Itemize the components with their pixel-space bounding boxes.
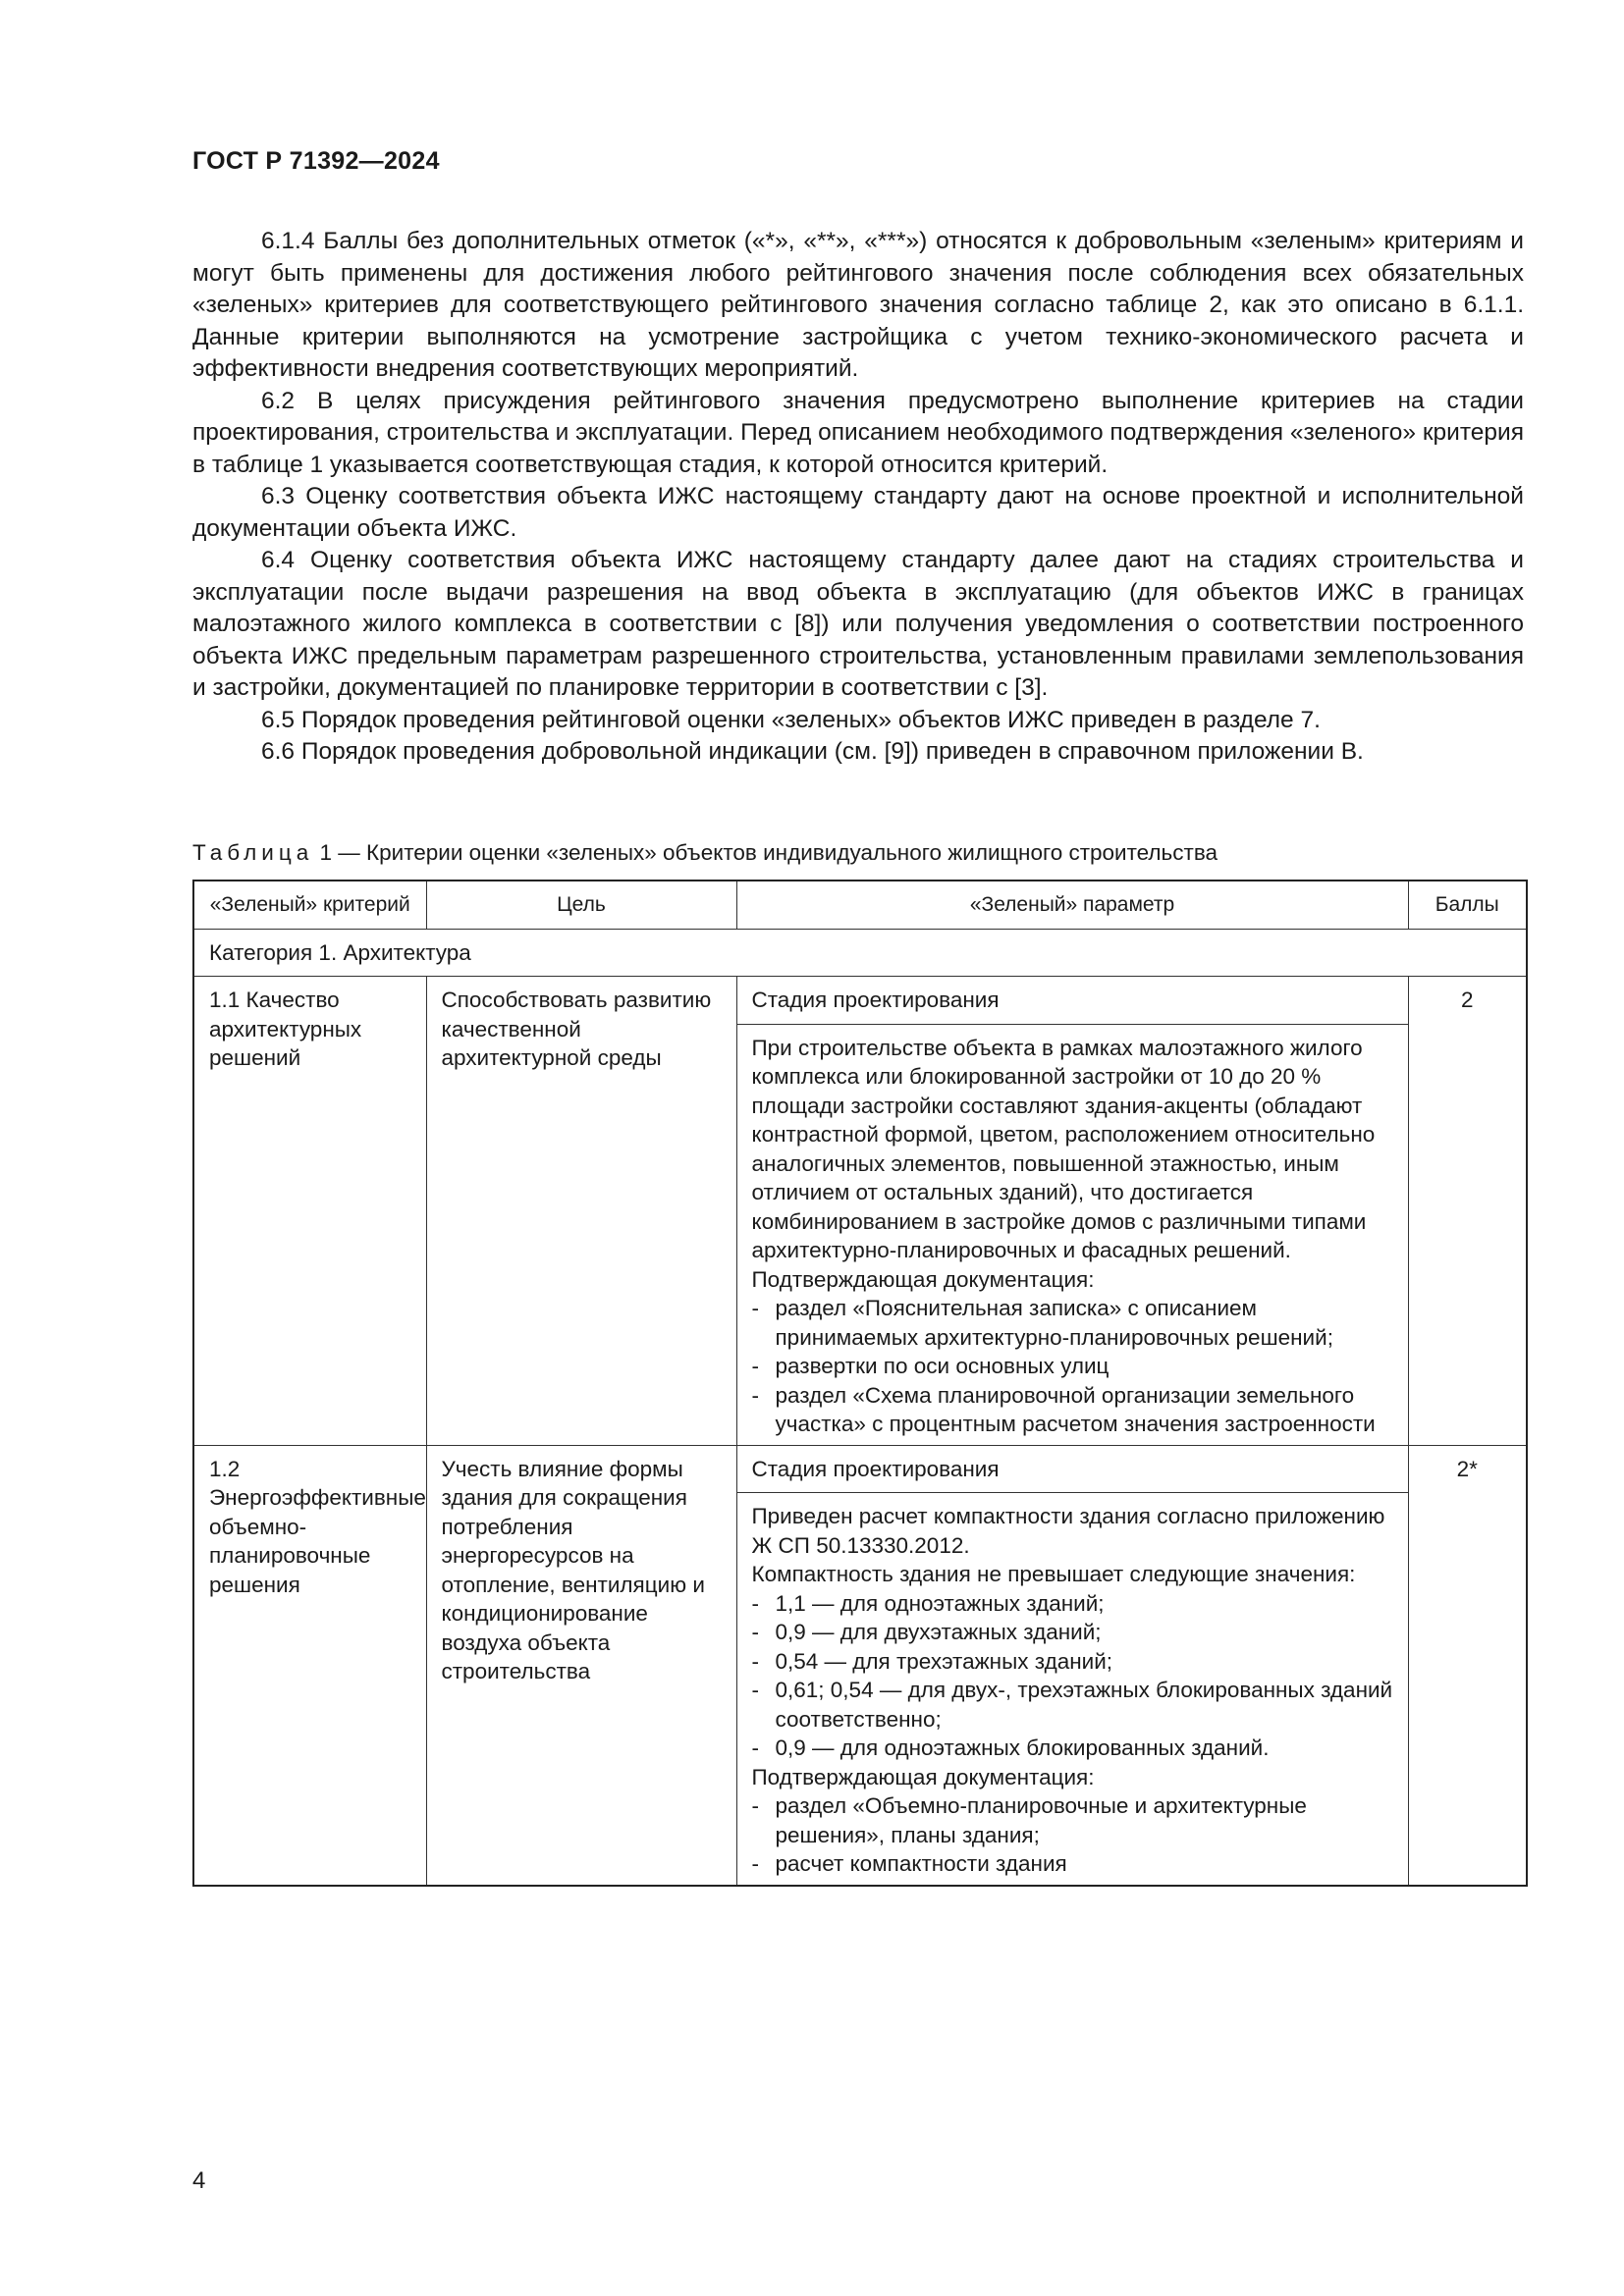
category-row — [193, 929, 1527, 977]
list-item: - 1,1 — для одноэтажных зданий; — [752, 1589, 1393, 1619]
header-parameter: «Зеленый» параметр — [736, 881, 1408, 929]
header-goal: Цель — [426, 881, 736, 929]
doc-list — [752, 1294, 1393, 1439]
parameter-cell — [736, 977, 1408, 1446]
body-text — [192, 226, 1524, 769]
doc-label: Подтверждающая документация: — [751, 1266, 1095, 1292]
list-item: - раздел «Схема планировочной организации земельного участка» с процентным расчетом значения застроенности — [752, 1381, 1393, 1439]
list-item: - развертки по оси основных улиц — [752, 1352, 1393, 1381]
list-item: - раздел «Объемно-планировочные и архитектурные решения», планы здания; — [752, 1791, 1393, 1849]
paragraph: 6.6 Порядок проведения добровольной индикации (см. [9]) приведен в справочном приложении В. — [261, 738, 1364, 765]
goal-cell: Учесть влияние формы здания для сокращения потребления энергоресурсов на отопление, вентиляцию и кондиционирование воздуха объекта строительства — [426, 1445, 736, 1886]
header-points: Баллы — [1408, 881, 1527, 929]
parameter-cell — [736, 1445, 1408, 1886]
category-label: Категория 1. Архитектура — [193, 929, 1527, 977]
parameter-description — [737, 1493, 1408, 1885]
stage-label: Стадия проектирования — [737, 977, 1408, 1025]
list-item: - 0,61; 0,54 — для двух-, трехэтажных блокированных зданий соответственно; — [752, 1676, 1393, 1734]
parameter-text: Приведен расчет компактности здания согласно приложению Ж СП 50.13330.2012. — [751, 1504, 1385, 1558]
list-item: - 0,9 — для одноэтажных блокированных зданий. — [752, 1734, 1393, 1763]
paragraph: 6.5 Порядок проведения рейтинговой оценки «зеленых» объектов ИЖС приведен в разделе 7. — [261, 706, 1321, 733]
list-item: - 0,54 — для трехэтажных зданий; — [752, 1647, 1393, 1677]
header-criterion: «Зеленый» критерий — [193, 881, 426, 929]
table-caption-text: 1 — Критерии оценки «зеленых» объектов индивидуального жилищного строительства — [313, 840, 1218, 865]
document-header: ГОСТ Р 71392—2024 — [192, 147, 440, 175]
values-list — [752, 1589, 1393, 1763]
points-cell: 2* — [1408, 1445, 1527, 1886]
list-item: - расчет компактности здания — [752, 1849, 1393, 1879]
paragraph: 6.1.4 Баллы без дополнительных отметок («*», «**», «***») относятся к добровольным «зеленым» критериям и могут быть применены для достижения любого рейтингового значения после соблюдения всех обязательных «зеленых» критериев для соответствующего рейтингового значения согласно таблице 2, как это описано в 6.1.1. Данные критерии выполняются на усмотрение застройщика с учетом технико-экономического расчета и эффективности внедрения соответствующих мероприятий. — [192, 228, 1524, 382]
criteria-table — [192, 880, 1528, 1887]
list-item: - 0,9 — для двухэтажных зданий; — [752, 1618, 1393, 1647]
page-number: 4 — [192, 2167, 206, 2194]
doc-label: Подтверждающая документация: — [751, 1764, 1095, 1789]
doc-list — [752, 1791, 1393, 1879]
table-caption — [192, 840, 1218, 866]
parameter-description — [737, 1025, 1408, 1445]
criterion-cell: 1.2 Энергоэффективные объемно-планировочные решения — [193, 1445, 426, 1886]
paragraph: 6.4 Оценку соответствия объекта ИЖС настоящему стандарту далее дают на стадиях строительства и эксплуатации после выдачи разрешения на ввод объекта в эксплуатацию (для объектов ИЖС в границах малоэтажного жилого комплекса в соответствии с [8]) или получения уведомления о соответствии построенного объекта ИЖС предельным параметрам разрешенного строительства, установленным правилами землепользования и застройки, документацией по планировке территории в соответствии с [3]. — [192, 547, 1524, 701]
table-row — [193, 977, 1527, 1446]
list-item: - раздел «Пояснительная записка» с описанием принимаемых архитектурно-планировочных решений; — [752, 1294, 1393, 1352]
criterion-cell: 1.1 Качество архитектурных решений — [193, 977, 426, 1446]
table-row — [193, 1445, 1527, 1886]
table-caption-label: Таблица — [192, 840, 314, 865]
stage-label: Стадия проектирования — [737, 1446, 1408, 1494]
points-cell: 2 — [1408, 977, 1527, 1446]
parameter-text: При строительстве объекта в рамках малоэтажного жилого комплекса или блокированной застройки от 10 до 20 % площади застройки составляют здания-акценты (обладают контрастной формой, цветом, расположением относительно аналогичных элементов, повышенной этажностью, иным отличием от остальных зданий), что достигается комбинированием в застройке домов с различными типами архитектурно-планировочных и фасадных решений. — [751, 1035, 1376, 1262]
table-header-row — [193, 881, 1527, 929]
paragraph: 6.2 В целях присуждения рейтингового значения предусмотрено выполнение критериев на стадии проектирования, строительства и эксплуатации. Перед описанием необходимого подтверждения «зеленого» критерия в таблице 1 указывается соответствующая стадия, к которой относится критерий. — [192, 387, 1524, 478]
parameter-text: Компактность здания не превышает следующие значения: — [751, 1562, 1356, 1586]
paragraph: 6.3 Оценку соответствия объекта ИЖС настоящему стандарту дают на основе проектной и исполнительной документации объекта ИЖС. — [192, 483, 1524, 542]
goal-cell: Способствовать развитию качественной архитектурной среды — [426, 977, 736, 1446]
